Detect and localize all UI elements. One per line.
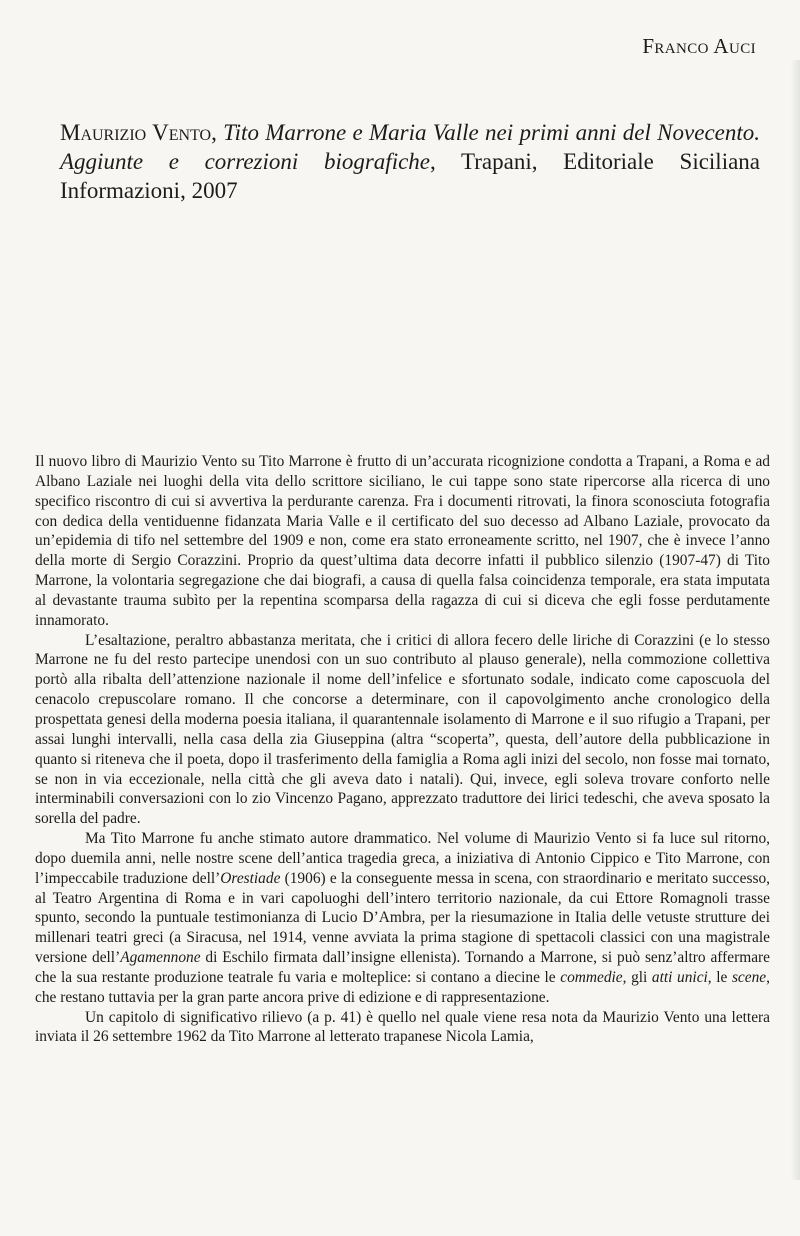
scan-edge-shadow [790, 60, 800, 1180]
genre-atti-unici: atti unici [651, 968, 708, 986]
paragraph-4: Un capitolo di significativo rilievo (a p. 41) è quello nel quale viene resa nota da Maurizio Vento una lettera inviata il 26 settembre 1962 da Tito Marrone al letterato trapanese Nicola Lamia, [35, 1008, 770, 1046]
reviewed-author: Maurizio Vento [60, 120, 212, 145]
genre-commedie: commedie [560, 968, 623, 986]
paragraph-3-text: (1906) e la conseguente messa in scena, con straordinario e meritato successo, al Teatro Argentina di Roma e in vari capoluoghi dell’intero territorio nazionale, da cui Ettore Romagnoli trasse spunto, secondo la puntuale testimonianza di Lucio D’Ambra, per la riesumazione in Italia delle vetuste strutture dei millenari teatri greci (a Siracusa, nel 1914, venne avviata la prima stagione di spettacoli classici con una magistrale versione dell’ [35, 869, 770, 967]
publication-info: Trapani, Editoriale Siciliana Informazioni, 2007 [60, 149, 761, 203]
review-body [35, 452, 770, 1047]
review-heading: Maurizio Vento, Tito Marrone e Maria Valle nei primi anni del Novecento. Aggiunte e correzioni biografiche, Trapani, Editoriale Siciliana Informazioni, 2007 [60, 120, 761, 203]
paragraph-2: L’esaltazione, peraltro abbastanza meritata, che i critici di allora fecero delle liriche di Corazzini (e lo stesso Marrone ne fu del resto partecipe unendosi con un suo contributo al plauso generale), nella commozione collettiva portò alla ribalta dell’attenzione nazionale il nome dell’infelice e sfortunato sodale, indicato come caposcuola del cenacolo crepuscolare romano. Il che concorse a determinare, con il capovolgimento anche cronologico della prospettata genesi della moderna poesia italiana, il quarantennale isolamento di Marrone e il suo rifugio a Trapani, per assai lunghi intervalli, nella casa della zia Giuseppina (altra “scoperta”, questa, dell’autore della pubblicazione in quanto si riteneva che il poeta, dopo il trasferimento della famiglia a Roma agli inizi del secolo, non fosse mai tornato, se non in via eccezionale, nella città che gli aveva dato i natali). Qui, invece, egli soleva trovare conforto nelle interminabili conversazioni con lo zio Vincenzo Pagano, apprezzato traduttore dei lirici tedeschi, che aveva sposato la sorella del padre. [35, 631, 770, 828]
paragraph-3-text: Ma Tito Marrone fu anche stimato autore drammatico. Nel volume di Maurizio Vento si fa luce sul ritorno, dopo duemila anni, nelle nostre scene dell’antica tragedia greca, a iniziativa di Antonio Cippico e Tito Marrone, con l’impeccabile traduzione dell’ [35, 830, 770, 887]
paragraph-3-text: , gli [622, 968, 652, 986]
book-title: Tito Marrone e Maria Valle nei primi anni del Novecento. Aggiunte e correzioni biografiche [60, 120, 760, 174]
paragraph-3 [35, 829, 770, 1008]
work-title-orestiade: Orestiade [220, 869, 281, 887]
page-header-author: Franco Auci [642, 34, 756, 58]
paragraph-3-text: , che restano tuttavia per la gran parte ancora prive di edizione e di rappresentazione. [35, 968, 770, 1006]
paragraph-3-text: di Eschilo firmata dall’insigne ellenista). Tornando a Marrone, si può senz’altro affermare che la sua restante produzione teatrale fu varia e molteplice: si contano a diecine le [35, 949, 770, 986]
paragraph-3-text: , le [707, 968, 732, 986]
genre-scene: scene [731, 968, 767, 986]
paragraph-1: Il nuovo libro di Maurizio Vento su Tito Marrone è frutto di un’accurata ricognizione condotta a Trapani, a Roma e ad Albano Laziale nei luoghi della vita dello scrittore siciliano, le cui tappe sono state ripercorse alla ricerca di uno specifico riscontro di cui si avvertiva la perdurante carenza. Fra i documenti ritrovati, la finora sconosciuta fotografia con dedica della ventiduenne fidanzata Maria Valle e il certificato del suo decesso ad Albano Laziale, provocato da un’epidemia di tifo nel settembre del 1909 e non, come era stato erroneamente scritto, nel 1907, che è invece l’anno della morte di Sergio Corazzini. Proprio da quest’ultima data decorre infatti il pubblico silenzio (1907-47) di Tito Marrone, la volontaria segregazione che dai biografi, a causa di quella falsa coincidenza temporale, era stata imputata al devastante trauma subìto per la repentina scomparsa della ragazza di cui si diceva che egli fosse perdutamente innamorato. [35, 453, 770, 629]
work-title-agamennone: Agamennone [120, 949, 201, 967]
